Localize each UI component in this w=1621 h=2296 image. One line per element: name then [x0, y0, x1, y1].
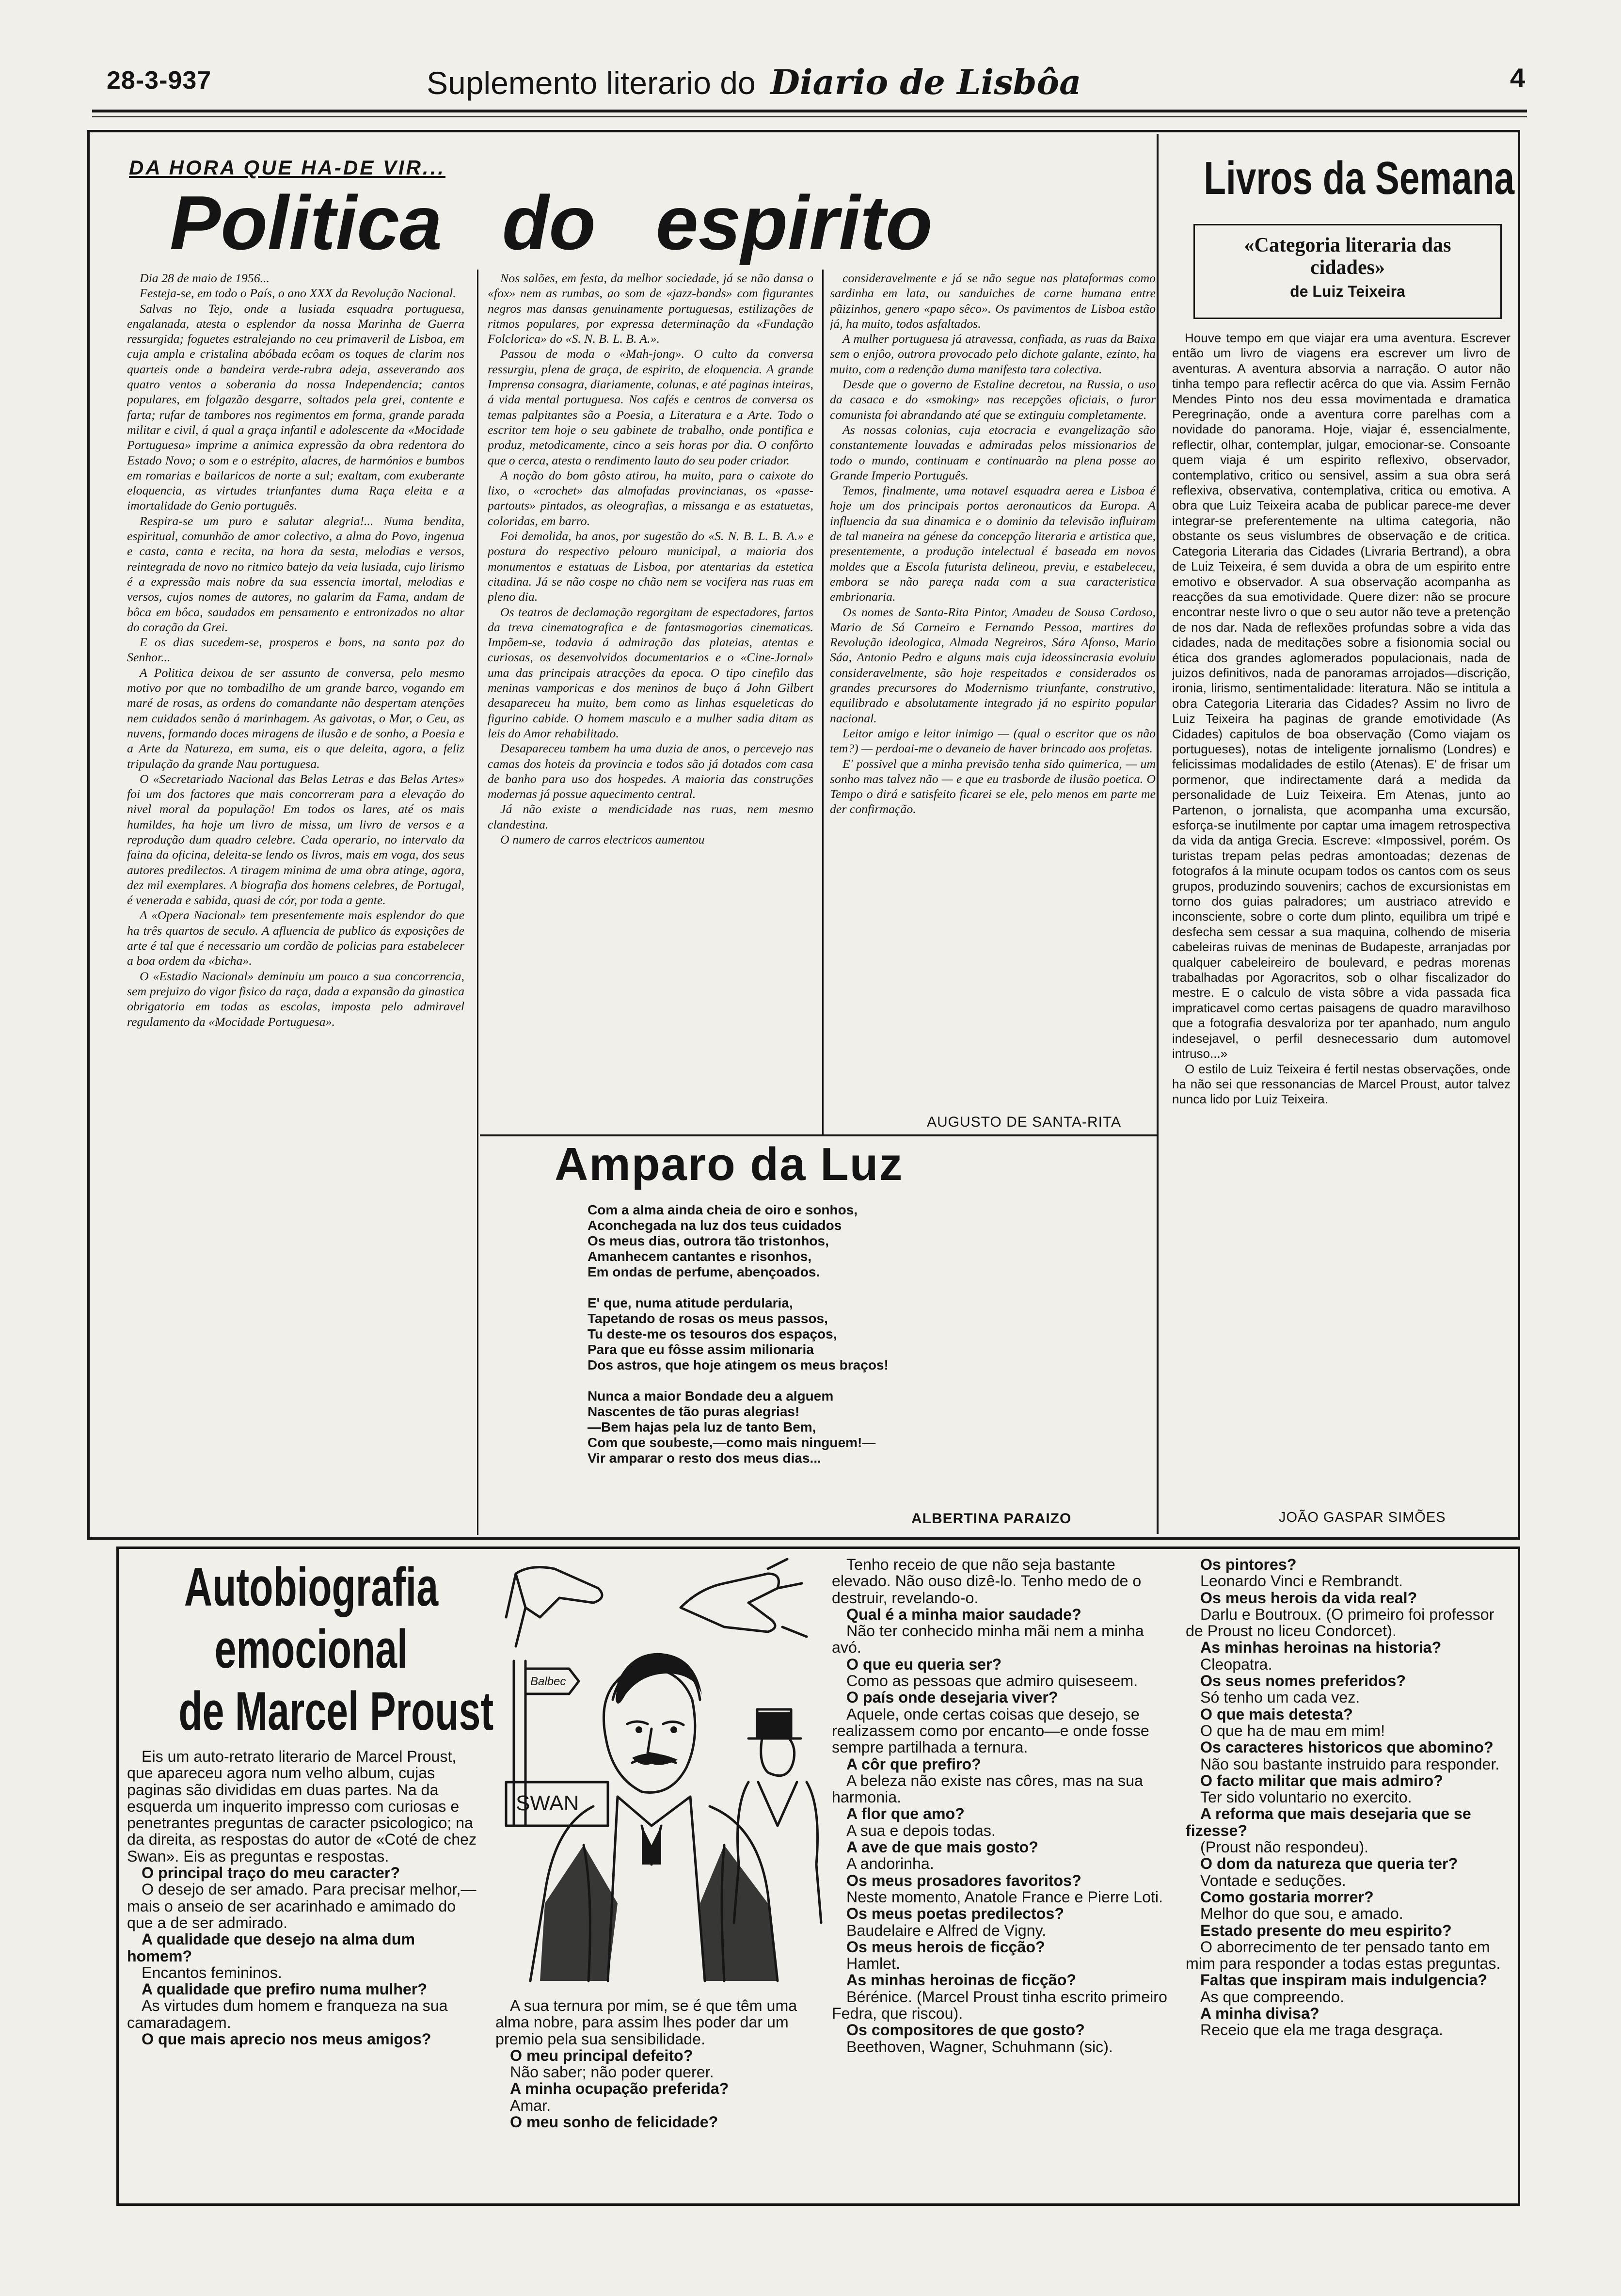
politica-column-1 [127, 271, 464, 1531]
proust-question: O principal traço do meu caracter? [142, 1864, 400, 1882]
livros-paragraph: Houve tempo em que viajar era uma aventura. Escrever então um livro de viagens era escrever um livro de aventuras. A aventura absorvia a narração. O autor não tinha tempo para reflectir acêrca do que via. Assim Fernão Mendes Pinto nos deu essa movimentada e dramatica Peregrinação, onde a aventura corre parelhas com a novidade do panorama. Hoje, viajar é, essencialmente, reflectir, olhar, contemplar, julgar, emocionar-se. Consoante quem viaja é um espirito reflexivo, observador, contemplativo, critico ou sensivel, assim a sua obra será reflexiva, observativa, contemplativa, critica ou emotiva. A obra que Luiz Teixeira acaba de publicar parece-me dever integrar-se preferentemente na ultima categoria, não obstante os seus vislumbres de observação e de critica. Categoria Literaria das Cidades (Livraria Bertrand), a obra de Luiz Teixeira, é sem duvida a obra de um espirito entre emotivo e observador. A sua observação acompanha as reacções da sua emotividade. Quere dizer: não se procure encontrar neste livro o que o seu autor não teve a pretenção de nos dar. Nada de reflexões profundas sobre a vida das cidades, nada de meditações sobre a fisionomia social ou ética dos grandes aglomerados populacionais, nada de juizos definitivos, nada de panoramas arrojados—discrição, ironia, lirismo, sentimentalidade: literatura. Não se intitula a obra Categoria Literaria das Cidades? Assim no livro de Luiz Teixeira ha paginas de grande emotividade (As Cidades) capitulos de boa observação (Como viajam os portugueses), notas de inteligente jornalismo (Londres) e felicissimas modalidades de estilo (Atenas). E' de frisar um pormenor, que indirectamente dará a medida da personalidade de Luiz Teixeira. Em Atenas, junto ao Partenon, o jornalista, que acompanha uma excursão, esforça-se inutilmente por captar uma imagem retrospectiva da vida da antiga Grecia. Escreve: «Impossivel, porém. Os turistas trepam pelas pedras amontoadas; dezenas de fotografos á la minute ocupam todos os cantos com os seus grupos, produzindo souvenirs; cachos de excursionistas em torno dos guias palradores; um austriaco atrevido e inconsciente, sobre o corte dum plinto, equilibra um tripé e desfecha sem cessar a sua maquina, colhendo de miseria cabeleiras ruivas de meninas de Budapeste, arranjadas por qualquer cabeleireiro de boulevard, e pedras morenas trabalhadas por Agoracritos, sob o olhar fiscalizador do mestre. E o calculo de vista sôbre a vida passada fica impraticavel como certas paisagens de quadro maravilhoso que a fotografia desvaloriza por ter apanhado, num angulo indesejavel, o perfil desnecessario dum automovel intruso...» [1172, 331, 1510, 1061]
proust-answer: Melhor do que sou, e amado. [1200, 1905, 1403, 1923]
proust-answer: Amar. [510, 2096, 551, 2114]
proust-question: O dom da natureza que queria ter? [1200, 1855, 1458, 1873]
proust-answer: Darlu e Boutroux. (O primeiro foi professor de Proust no liceu Condorcet). [1186, 1605, 1494, 1640]
proust-question: A minha divisa? [1200, 2005, 1319, 2023]
politica-signature: AUGUSTO DE SANTA-RITA [927, 1114, 1122, 1130]
politica-paragraph: E os dias sucedem-se, prosperos e bons, na santa paz do Senhor... [127, 635, 464, 665]
header-rule [92, 110, 1527, 112]
proust-column-3 [832, 1556, 1171, 2201]
column-rule [822, 270, 824, 1135]
poem-line: Nascentes de tão puras alegrias! [588, 1404, 800, 1419]
proust-question: Os pintores? [1200, 1556, 1297, 1573]
proust-column-1 [127, 1748, 483, 2199]
amparo-headline: Amparo da Luz [555, 1138, 904, 1190]
proust-question: A qualidade que prefiro numa mulher? [142, 1980, 427, 1998]
header-rule-thin [92, 116, 1527, 117]
proust-answer: Baudelaire e Alfred de Vigny. [846, 1921, 1047, 1939]
poem-line: Os meus dias, outrora tão tristonhos, [588, 1233, 829, 1248]
politica-paragraph: A «Opera Nacional» tem presentemente mais esplendor do que ha três quartos de seculo. A afluencia de publico ás exposições de arte é tal que é necessario um cordão de policias para estabelecer a boa ordem da «bicha». [127, 908, 464, 968]
proust-answer: Aquele, onde certas coisas que desejo, se realizassem como por encanto—e onde fosse sempre partilhada a ternura. [832, 1705, 1149, 1756]
proust-answer: Não sou bastante instruido para responder. [1200, 1755, 1500, 1773]
politica-paragraph: O «Estadio Nacional» deminuiu um pouco a sua concorrencia, sem prejuizo do vigor fisico da raça, dada a expansão da ginastica obrigatoria em todas as escolas, imposta pelo admiravel regulamento da «Mocidade Portuguesa». [127, 969, 464, 1029]
proust-intro: Eis um auto-retrato literario de Marcel Proust, que apareceu agora num velho album, cujas paginas são divididas em duas partes. Na da esquerda um inquerito impresso com curiosas e penetrantes preguntas de caracter psicologico; na da direita, as respostas do autor de «Coté de chez Swan». Eis as preguntas e respostas. [127, 1748, 477, 1865]
politica-paragraph: A mulher portuguesa já atravessa, confiada, as ruas da Baixa sem o enjôo, outrora provocado pelo dichote galante, ezinto, ha muito, com a redenção duma manifesta tara colectiva. [830, 332, 1156, 376]
proust-question: O que mais aprecio nos meus amigos? [142, 2030, 431, 2048]
proust-answer: O aborrecimento de ter pensado tanto em mim para responder a todas estas preguntas. [1186, 1938, 1501, 1973]
proust-question: A reforma que mais desejaria que se fizesse? [1186, 1805, 1471, 1839]
politica-paragraph: A Politica deixou de ser assunto de conversa, pelo mesmo motivo por que no tombadilho de um grande barco, vogando em maré de rosas, as ordens do comandante não despertam atenções nem cuidados senão á marinhagem. As gaivotas, o Mar, o Ceu, as nuvens, formando doces miragens de ilusão e de sonho, a Poesia e a Arte da Natureza, em suma, eis o que deleita, agora, a feliz tripulação da grande Nau portuguesa. [127, 665, 464, 771]
proust-headline [127, 1556, 495, 1742]
proust-question: Como gostaria morrer? [1200, 1888, 1374, 1906]
proust-question: Qual é a minha maior saudade? [846, 1605, 1081, 1623]
page-number: 4 [1510, 63, 1526, 93]
proust-headline-line: de Marcel Proust [178, 1681, 494, 1741]
proust-question: O meu sonho de felicidade? [510, 2113, 718, 2131]
politica-paragraph: Os nomes de Santa-Rita Pintor, Amadeu de Sousa Cardoso, Mario de Sá Carneiro e Fernando Pessoa, martires da Revolução ideologica, Almada Negreiros, Sára Afonso, Mario Sáa, Antonio Pedro e alguns mais cuja ideossincrasia evoluiu consideravelmente, são hoje respeitados e considerados os grandes precursores do Modernismo triunfante, construtivo, equilibrado e absolutamente integrado já no espirito popular nacional. [830, 605, 1156, 725]
proust-question: Faltas que inspiram mais indulgencia? [1200, 1971, 1488, 1989]
poem-line: E' que, numa atitude perdularia, [588, 1295, 793, 1310]
supplement-title-prefix: Suplemento literario do [427, 65, 756, 101]
politica-paragraph: O numero de carros electricos aumentou [500, 832, 705, 846]
proust-question: Os meus herois da vida real? [1200, 1589, 1417, 1607]
proust-question: A flor que amo? [846, 1805, 965, 1823]
proust-answer: Neste momento, Anatole France e Pierre Loti. [846, 1888, 1163, 1906]
proust-answer: As virtudes dum homem e franqueza na sua camaradagem. [127, 1997, 448, 2031]
proust-question: Os seus nomes preferidos? [1200, 1672, 1406, 1690]
politica-paragraph: Os teatros de declamação regorgitam de espectadores, fartos da treva cinematografica e de fantasmagorias cinematicas. Impõem-se, todavia á admiração das plateias, atentas e curiosas, os desenvolvidos documentarios e o «Cine-Jornal» uma das principais atracções da epoca. O tipo cinefilo das meninas vamporicas e dos meninos de buço á John Gilbert desapareceu ha muito, bem como as linhas esqueleticas do figurino cabide. O homem masculo e a mulher sadia ditam as leis do Amor rehabilitado. [488, 605, 813, 740]
politica-kicker: DA HORA QUE HA-DE VIR... [129, 156, 445, 179]
proust-question: O facto militar que mais admiro? [1200, 1771, 1443, 1789]
livros-review [1172, 331, 1510, 1504]
livros-paragraph: O estilo de Luiz Teixeira é fertil nestas observações, onde ha não sei que ressonancias de Marcel Proust, autor talvez nunca lido por Luiz Teixeira. [1172, 1061, 1510, 1107]
politica-paragraph: Leitor amigo e leitor inimigo — (qual o escritor que os não tem?) — perdoai-me o devaneio de haver brincado aos profetas. [830, 726, 1156, 756]
politica-paragraph: Temos, finalmente, uma notavel esquadra aerea e Lisboa é hoje um dos principais portos aeronauticos da Europa. A influencia da sua dinamica e o dominio da televisão influiram de tal maneira na génese da concepção literaria e artistica que, presentemente, a produção intelectual é baseada em novos moldes que a Escola futurista delineou, previu, e estabeleceu, embora se não pareça nada com a sua caracteristica embrionaria. [830, 483, 1156, 604]
livros-book-title: «Categoria literaria das cidades» [1244, 234, 1451, 279]
proust-answer: Cleopatra. [1200, 1655, 1272, 1673]
politica-paragraph: E' possivel que a minha previsão tenha sido quimerica, — um sonho mas talvez não — e que eu trasborde de ilusão poetica. O Tempo o dirá e satisfeito ficarei se ele, pelo menos em parte me der confirmação. [830, 756, 1156, 816]
proust-question: As minhas heroinas de ficção? [846, 1971, 1077, 1989]
proust-answer: O desejo de ser amado. Para precisar melhor,—mais o anseio de ser acarinhado e amimado do que a de ser admirado. [127, 1881, 477, 1931]
proust-question: O que mais detesta? [1200, 1705, 1353, 1723]
poem-line: Com que soubeste,—como mais ninguem!— [588, 1435, 876, 1450]
livros-headline: Livros da Semana [1204, 152, 1515, 204]
proust-question: O que eu queria ser? [846, 1655, 1002, 1673]
proust-question: Os meus prosadores favoritos? [846, 1871, 1081, 1889]
proust-answer: Como as pessoas que admiro quiseseem. [846, 1672, 1138, 1690]
proust-column-4 [1186, 1556, 1512, 2201]
amparo-poem [588, 1202, 1121, 1466]
politica-paragraph: Desapareceu tambem ha uma duzia de anos, o percevejo nas camas dos hoteis da provincia e todos são já dotados com casa de banho para uso dos hospedes. A maioria das construções modernas já possue aquecimento central. [488, 741, 813, 801]
proust-question: A minha ocupação preferida? [510, 2080, 729, 2098]
politica-paragraph: O «Secretariado Nacional das Belas Letras e das Belas Artes» foi um dos factores que mais concorreram para a elevação do nivel moral da população! Em todos os lares, até os mais humildes, ha hoje um livro de missa, um livro de versos e a reprodução dum quadro celebre. Cada operario, no intervalo da faina da oficina, deleita-se lendo os livros, mais em voga, dos seus autores predilectos. A tiragem minima de uma obra atinge, agora, dez mil exemplares. A biografia dos homens celebres, de Portugal, é venerada e sabida, quasi de cór, por toda a gente. [127, 771, 464, 908]
poem-line: Nunca a maior Bondade deu a alguem [588, 1388, 834, 1403]
livros-book-author: de Luiz Teixeira [1290, 283, 1405, 300]
politica-paragraph: Nos salões, em festa, da melhor sociedade, já se não dansa o «fox» nem as rumbas, ao som de «jazz-bands» com figurantes negros mas dansas genuinamente portuguesas, estilizações de ritmos populares, por expressa determinação da «Fundação Folclorica» do «S. N. B. L. B. A.». [488, 271, 813, 346]
proust-question: A ave de que mais gosto? [846, 1838, 1038, 1856]
politica-paragraph: consideravelmente e já se não segue nas plataformas como sardinha em lata, ou sanduiches de carne humana entre pãizinhos, genero «papo sêco». Os pavimentos de Lisboa estão já, ha muito, todos asfaltados. [830, 271, 1156, 331]
proust-question: Os compositores de que gosto? [846, 2021, 1085, 2039]
proust-question: A qualidade que desejo na alma dum homem? [127, 1930, 415, 1965]
proust-question: As minhas heroinas na historia? [1200, 1639, 1442, 1657]
proust-question: O meu principal defeito? [510, 2046, 693, 2064]
politica-dateline: Dia 28 de maio de 1956... [140, 271, 270, 285]
poem-line: Aconchegada na luz dos teus cuidados [588, 1218, 842, 1233]
poem-line: Para que eu fôsse assim milionaria [588, 1342, 814, 1357]
politica-headline: Politica do espirito [170, 180, 933, 266]
politica-paragraph: Salvas no Tejo, onde a lusiada esquadra portuguesa, engalanada, atesta o esplendor da nossa Marinha de Guerra ressurgida; foguetes estralejando no ceu primaveril de Lisboa, em cuja ampla e cristalina abóbada ecôam os toques de clarim nos quarteis onde a bandeira verde-rubra adeja, asseverando aos quatro ventos a soberania da nossa Independencia; cantos populares, em folgazão desgarre, soltados pela grei, contente e farta; rufar de tambores nos regimentos em forma, grande parada militar e civil, á qual a graça infantil e adolescente da «Mocidade Portuguesa» imprime a animica expressão da obra redentora do Estado Novo; o som e o estrépito, alacres, de harmónios e bumbos em romarias e bailaricos de norte a sul; exaltam, com exuberante eloquencia, as virtudes triunfantes duma Raça eleita e a imortalidade do Genio português. [127, 301, 464, 513]
proust-headline-line: Autobiografia [184, 1557, 439, 1617]
poem-line: Amanhecem cantantes e risonhos, [588, 1249, 812, 1264]
proust-answer: Leonardo Vinci e Rembrandt. [1200, 1572, 1403, 1590]
proust-answer: A andorinha. [846, 1855, 934, 1873]
poem-line: Em ondas de perfume, abençoados. [588, 1264, 820, 1279]
proust-answer: O que ha de mau em mim! [1200, 1722, 1385, 1739]
proust-answer: Encantos femininos. [142, 1963, 282, 1981]
proust-answer: As que compreendo. [1200, 1988, 1345, 2006]
livros-book-box [1193, 224, 1502, 319]
proust-question: Os meus herois de ficção? [846, 1938, 1045, 1956]
proust-answer: Vontade e seduções. [1200, 1871, 1346, 1889]
proust-answer: A sua ternura por mim, se é que têm uma alma nobre, para assim lhes poder dar um premio pela sua sensibilidade. [495, 1997, 797, 2048]
sign-balbec: Balbec [530, 1675, 566, 1688]
poem-stanza [588, 1202, 1121, 1280]
proust-question: Os meus poetas predilectos? [846, 1905, 1064, 1923]
proust-answer: Tenho receio de que não seja bastante elevado. Não ouso dizê-lo. Tenho medo de o destruir, revelando-o. [832, 1556, 1142, 1607]
poem-line: —Bem hajas pela luz de tanto Bem, [588, 1419, 816, 1435]
politica-paragraph: As nossas colonias, cuja etocracia e evangelização são constantemente louvadas e admiradas pelos missionarios de todo o mundo, continuam e continuarão na plena posse ao Grande Imperio Português. [830, 422, 1156, 482]
poem-line: Tu deste-me os tesouros dos espaços, [588, 1326, 837, 1341]
proust-headline-line: emocional [214, 1619, 408, 1679]
proust-answer: Hamlet. [846, 1955, 900, 1973]
amparo-signature: ALBERTINA PARAIZO [911, 1511, 1072, 1527]
politica-paragraph: Festeja-se, em todo o País, o ano XXX da Revolução Nacional. [140, 286, 456, 301]
masthead: Diario de Lisbôa [770, 62, 1081, 102]
proust-answer: Ter sido voluntario no exercito. [1200, 1788, 1412, 1806]
proust-answer: A beleza não existe nas côres, mas na sua harmonia. [832, 1771, 1143, 1806]
proust-answer: Não ter conhecido minha mãi nem a minha avó. [832, 1622, 1144, 1657]
sign-swan: SWAN [516, 1791, 579, 1815]
livros-signature: JOÃO GASPAR SIMÕES [1279, 1510, 1446, 1525]
politica-column-2 [488, 271, 813, 1133]
proust-column-2 [495, 1997, 832, 2201]
politica-paragraph: Já não existe a mendicidade nas ruas, nem mesmo clandestina. [488, 802, 813, 831]
proust-answer: Receio que ela me traga desgraça. [1200, 2021, 1443, 2039]
poem-stanza [588, 1388, 1121, 1466]
poem-stanza [588, 1295, 1121, 1373]
politica-paragraph: Respira-se um puro e salutar alegria!... Numa bendita, espiritual, comunhão de amor colectivo, a alma do Povo, ingenua e casta, canta e recita, na hora da sesta, melodias e versos, reintegrada de novo no ritmico batejo da veia lusiada, cujo lirismo é a expressão mais nobre da sua essencia imortal, melodias e versos, cujos nomes de autores, no galarim da Fama, andam de bôca em bôca, saudados em pensamento e entronizados no altar do coração da Grei. [127, 513, 464, 634]
politica-column-3 [830, 271, 1156, 1066]
poem-line: Dos astros, que hoje atingem os meus braços! [588, 1357, 889, 1372]
proust-question: A côr que prefiro? [846, 1755, 981, 1773]
column-rule [477, 270, 478, 1535]
poem-line: Vir amparar o resto dos meus dias... [588, 1451, 821, 1466]
politica-paragraph: Desde que o governo de Estaline decretou, na Russia, o uso da casaca e do «smoking» nas recepções oficiais, o furor comunista foi abrandando até que se extinguiu completamente. [830, 377, 1156, 422]
proust-answer: Bérénice. (Marcel Proust tinha escrito primeiro Fedra, que riscou). [832, 1988, 1167, 2023]
proust-question: Os caracteres historicos que abomino? [1200, 1738, 1494, 1756]
proust-answer: Beethoven, Wagner, Schuhmann (sic). [846, 2038, 1113, 2056]
column-rule [1157, 134, 1159, 1534]
politica-paragraph: Passou de moda o «Mah-jong». O culto da conversa ressurgiu, plena de graça, de espirito, de eloquencia. A grande Imprensa consagra, diariamente, colunas, e até paginas inteiras, á vida mental portuguesa. Nos cafés e centros de conversa os temas palpitantes são a Poesia, a Literatura e a Arte. Todo o escritor tem hoje o seu gabinete de trabalho, onde pontifica e produz, metodicamente, cinco a seis horas por dia. O confôrto que o cerca, atesta o rendimento lauto do seu poder criador. [488, 347, 813, 467]
supplement-title [427, 62, 1081, 102]
proust-answer: Não saber; não poder querer. [510, 2063, 714, 2081]
proust-question: O país onde desejaria viver? [846, 1689, 1058, 1706]
politica-paragraph: A noção do bom gôsto atirou, ha muito, para o caixote do lixo, o «crochet» das almofadas provincianas, os «passe-partouts» pintados, as oleografias, a missanga e as estatuetas, coloridas, em barro. [488, 468, 813, 528]
proust-question: Estado presente do meu espirito? [1200, 1921, 1452, 1939]
poem-line: Com a alma ainda cheia de oiro e sonhos, [588, 1202, 858, 1217]
proust-answer: (Proust não respondeu). [1200, 1838, 1369, 1856]
poem-line: Tapetando de rosas os meus passos, [588, 1311, 828, 1326]
page-date: 28-3-937 [107, 66, 212, 95]
proust-answer: Só tenho um cada vez. [1200, 1689, 1360, 1706]
proust-answer: A sua e depois todas. [846, 1821, 996, 1839]
proust-portrait-illustration [496, 1554, 829, 1986]
politica-paragraph: Foi demolida, ha anos, por sugestão do «S. N. B. L. B. A.» e postura do respectivo pelouro municipal, a maioria dos monumentos e estatuas de Lisboa, por atentarias da estetica citadina. Já se não cospe no chão nem se vocifera nas ruas em pleno dia. [488, 529, 813, 604]
